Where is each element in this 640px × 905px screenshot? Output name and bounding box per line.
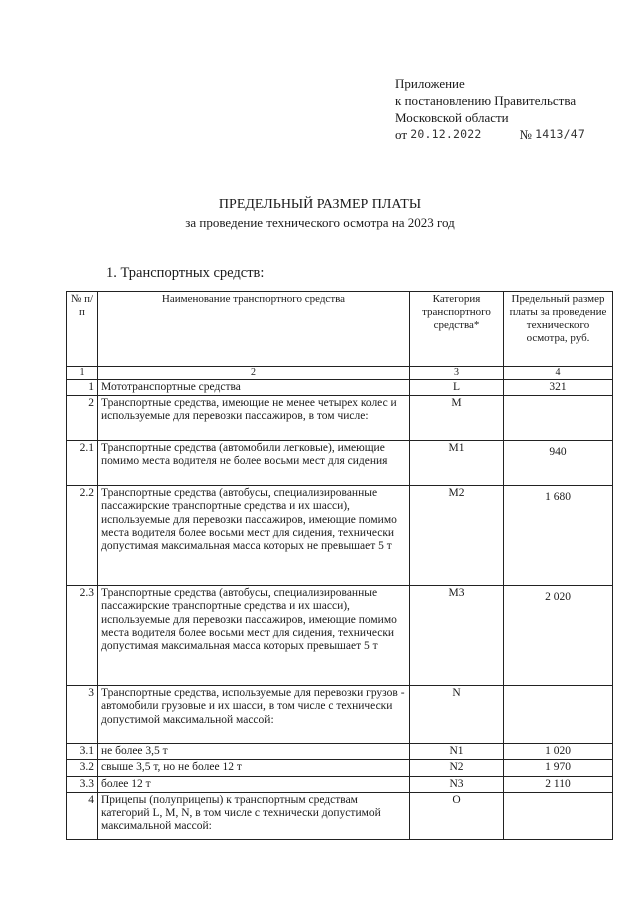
row-category: N3 (410, 776, 504, 792)
date-label: от (395, 127, 408, 142)
date-value: 20.12.2022 (410, 127, 482, 141)
row-category: O (410, 792, 504, 839)
row-name: Мототранспортные средства (98, 380, 410, 396)
row-category: M2 (410, 486, 504, 586)
row-num: 3.3 (67, 776, 98, 792)
column-number: 4 (504, 367, 613, 380)
row-num: 3.1 (67, 744, 98, 760)
table-row (67, 744, 613, 760)
table-row (67, 686, 613, 744)
row-price (504, 792, 613, 839)
row-price (504, 396, 613, 441)
header-price: Предельный размер платы за проведение технического осмотра, руб. (504, 292, 613, 367)
fee-table (66, 291, 613, 840)
row-num: 2.3 (67, 586, 98, 686)
section-heading: 1. Транспортных средств: (106, 265, 265, 281)
row-name: более 12 т (98, 776, 410, 792)
row-name: не более 3,5 т (98, 744, 410, 760)
table-row (67, 586, 613, 686)
document-title: ПРЕДЕЛЬНЫЙ РАЗМЕР ПЛАТЫ (218, 197, 422, 212)
column-number: 1 (67, 367, 98, 380)
table-row (67, 776, 613, 792)
row-price: 1 970 (504, 760, 613, 776)
appendix-date-row (395, 126, 585, 143)
row-name: свыше 3,5 т, но не более 12 т (98, 760, 410, 776)
appendix-block (395, 75, 585, 143)
table-row (67, 380, 613, 396)
row-name: Транспортные средства (автобусы, специализированные пассажирские транспортные средства и их шасси), используемые для перевозки пассажиров, имеющие помимо места водителя более восьми мест для сидения, технически допустимая максимальная масса которых превышает 5 т (98, 586, 410, 686)
row-category: M (410, 396, 504, 441)
row-price-value: 1 680 (545, 491, 571, 504)
row-price (504, 686, 613, 744)
row-num: 1 (67, 380, 98, 396)
number-value: 1413/47 (535, 127, 586, 141)
header-category: Категория транспортного средства* (410, 292, 504, 367)
column-number: 2 (98, 367, 410, 380)
row-price (504, 441, 613, 486)
row-num: 2.1 (67, 441, 98, 486)
row-name: Транспортные средства, используемые для перевозки грузов - автомобили грузовые и их шасси, в том числе с технически допустимой максимальной массой: (98, 686, 410, 744)
row-price: 1 020 (504, 744, 613, 760)
row-name: Прицепы (полуприцепы) к транспортным средствам категорий L, M, N, в том числе с технически допустимой максимальной массой: (98, 792, 410, 839)
appendix-title: Приложение (395, 76, 465, 91)
row-name: Транспортные средства (автомобили легковые), имеющие помимо места водителя не более восьми мест для сидения (98, 441, 410, 486)
row-price (504, 486, 613, 586)
column-number: 3 (410, 367, 504, 380)
number-label: № (519, 127, 532, 142)
row-category: M1 (410, 441, 504, 486)
row-name: Транспортные средства (автобусы, специализированные пассажирские транспортные средства и их шасси), используемые для перевозки пассажиров, имеющие помимо места водителя более восьми мест для сидения, технически допустимая максимальная масса которых не превышает 5 т (98, 486, 410, 586)
row-category: N2 (410, 760, 504, 776)
appendix-resolution: к постановлению Правительства (395, 93, 577, 108)
table-row (67, 760, 613, 776)
table-row (67, 441, 613, 486)
column-numbers-row (67, 367, 613, 380)
row-num: 2 (67, 396, 98, 441)
appendix-region: Московской области (395, 110, 509, 125)
header-num: № п/п (67, 292, 98, 367)
table-header-row (67, 292, 613, 367)
row-price (504, 586, 613, 686)
header-name: Наименование транспортного средства (98, 292, 410, 367)
row-name: Транспортные средства, имеющие не менее четырех колес и используемые для перевозки пассажиров, в том числе: (98, 396, 410, 441)
row-num: 2.2 (67, 486, 98, 586)
row-num: 3 (67, 686, 98, 744)
row-num: 3.2 (67, 760, 98, 776)
row-price-value: 2 020 (545, 591, 571, 604)
row-category: M3 (410, 586, 504, 686)
table-row (67, 396, 613, 441)
row-price: 2 110 (504, 776, 613, 792)
row-price-value: 940 (549, 446, 567, 459)
document-subtitle: за проведение технического осмотра на 2023 год (185, 215, 455, 230)
table-row (67, 792, 613, 839)
row-category: N (410, 686, 504, 744)
row-category: L (410, 380, 504, 396)
row-num: 4 (67, 792, 98, 839)
row-category: N1 (410, 744, 504, 760)
table-row (67, 486, 613, 586)
row-price: 321 (504, 380, 613, 396)
